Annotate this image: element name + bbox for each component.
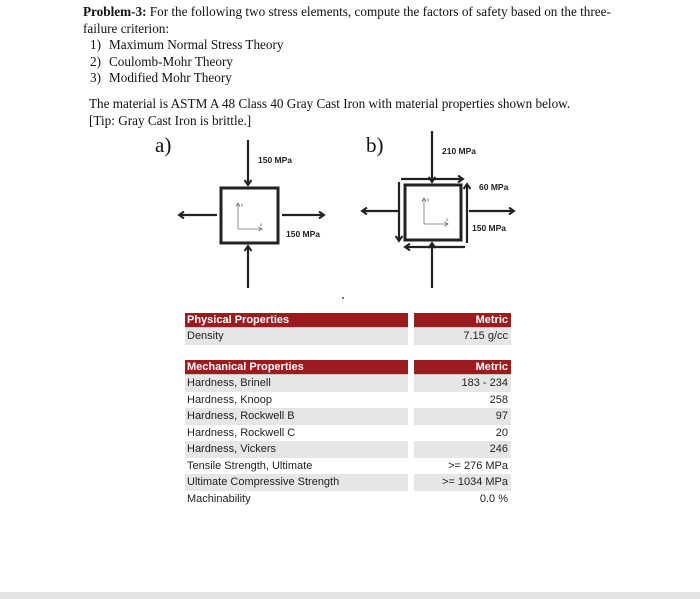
property-value: 97 (414, 408, 511, 425)
problem-intro-text: For the following two stress elements, compute the factors of safety based on the three-failure criterion: (83, 4, 611, 36)
property-name: Hardness, Vickers (185, 441, 408, 458)
property-name: Hardness, Rockwell C (187, 426, 296, 439)
metric-header: Metric (414, 313, 511, 328)
diagram-b-horizontal-stress: 150 MPa (472, 223, 507, 233)
criteria-label: Coulomb-Mohr Theory (109, 53, 233, 69)
criteria-number: 3) (90, 70, 101, 86)
table-row (185, 392, 511, 409)
stray-dot (342, 297, 344, 299)
diagram-a-horizontal-stress: 150 MPa (286, 229, 321, 239)
svg-text:x: x (446, 217, 449, 222)
property-value: 183 - 234 (414, 375, 511, 392)
diagram-b-label: b) (366, 133, 384, 157)
problem-heading: Problem-3: (83, 4, 147, 19)
stress-element-b (362, 131, 514, 288)
property-name: Density (185, 328, 408, 345)
property-value: 258 (489, 393, 508, 406)
property-name: Tensile Strength, Ultimate (187, 459, 313, 472)
property-name: Hardness, Rockwell B (185, 408, 408, 425)
property-value: 0.0 % (479, 492, 508, 505)
bottom-bar (0, 592, 700, 599)
property-name: Machinability (187, 492, 251, 505)
table-row (185, 458, 511, 475)
table-row (185, 408, 511, 425)
property-value: 246 (414, 441, 511, 458)
material-tip: [Tip: Gray Cast Iron is brittle.] (89, 112, 252, 128)
table-row (185, 474, 511, 491)
property-value: 20 (495, 426, 508, 439)
property-name: Hardness, Brinell (185, 375, 408, 392)
table-row (185, 441, 511, 458)
property-value: >= 1034 MPa (414, 474, 511, 491)
physical-properties-header: Physical Properties (185, 313, 408, 328)
mechanical-properties-table (185, 360, 511, 507)
material-line: The material is ASTM A 48 Class 40 Gray Cast Iron with material properties shown below. (89, 96, 571, 111)
property-value: 7.15 g/cc (414, 328, 511, 345)
property-name: Ultimate Compressive Strength (185, 474, 408, 491)
table-row (185, 328, 511, 345)
property-name: Hardness, Knoop (187, 393, 272, 406)
table-row (185, 425, 511, 442)
diagram-a-vertical-stress: 150 MPa (258, 155, 293, 165)
table-header-row (185, 313, 511, 328)
diagram-b-shear-stress: 60 MPa (479, 182, 509, 192)
svg-text:y: y (427, 197, 430, 202)
svg-text:y: y (241, 202, 244, 207)
diagram-b-vertical-stress: 210 MPa (442, 146, 477, 156)
diagram-a-label: a) (155, 133, 172, 157)
svg-text:x: x (260, 222, 263, 227)
criteria-label: Maximum Normal Stress Theory (109, 37, 284, 53)
table-row (185, 375, 511, 392)
mechanical-properties-header: Mechanical Properties (185, 360, 408, 375)
criteria-label: Modified Mohr Theory (109, 70, 232, 86)
physical-properties-table (185, 313, 511, 345)
metric-header: Metric (414, 360, 511, 375)
property-value: >= 276 MPa (448, 459, 508, 472)
criteria-number: 1) (90, 37, 101, 53)
criteria-number: 2) (90, 53, 101, 69)
table-row (185, 491, 511, 508)
stress-element-a (179, 140, 324, 288)
table-header-row (185, 360, 511, 375)
